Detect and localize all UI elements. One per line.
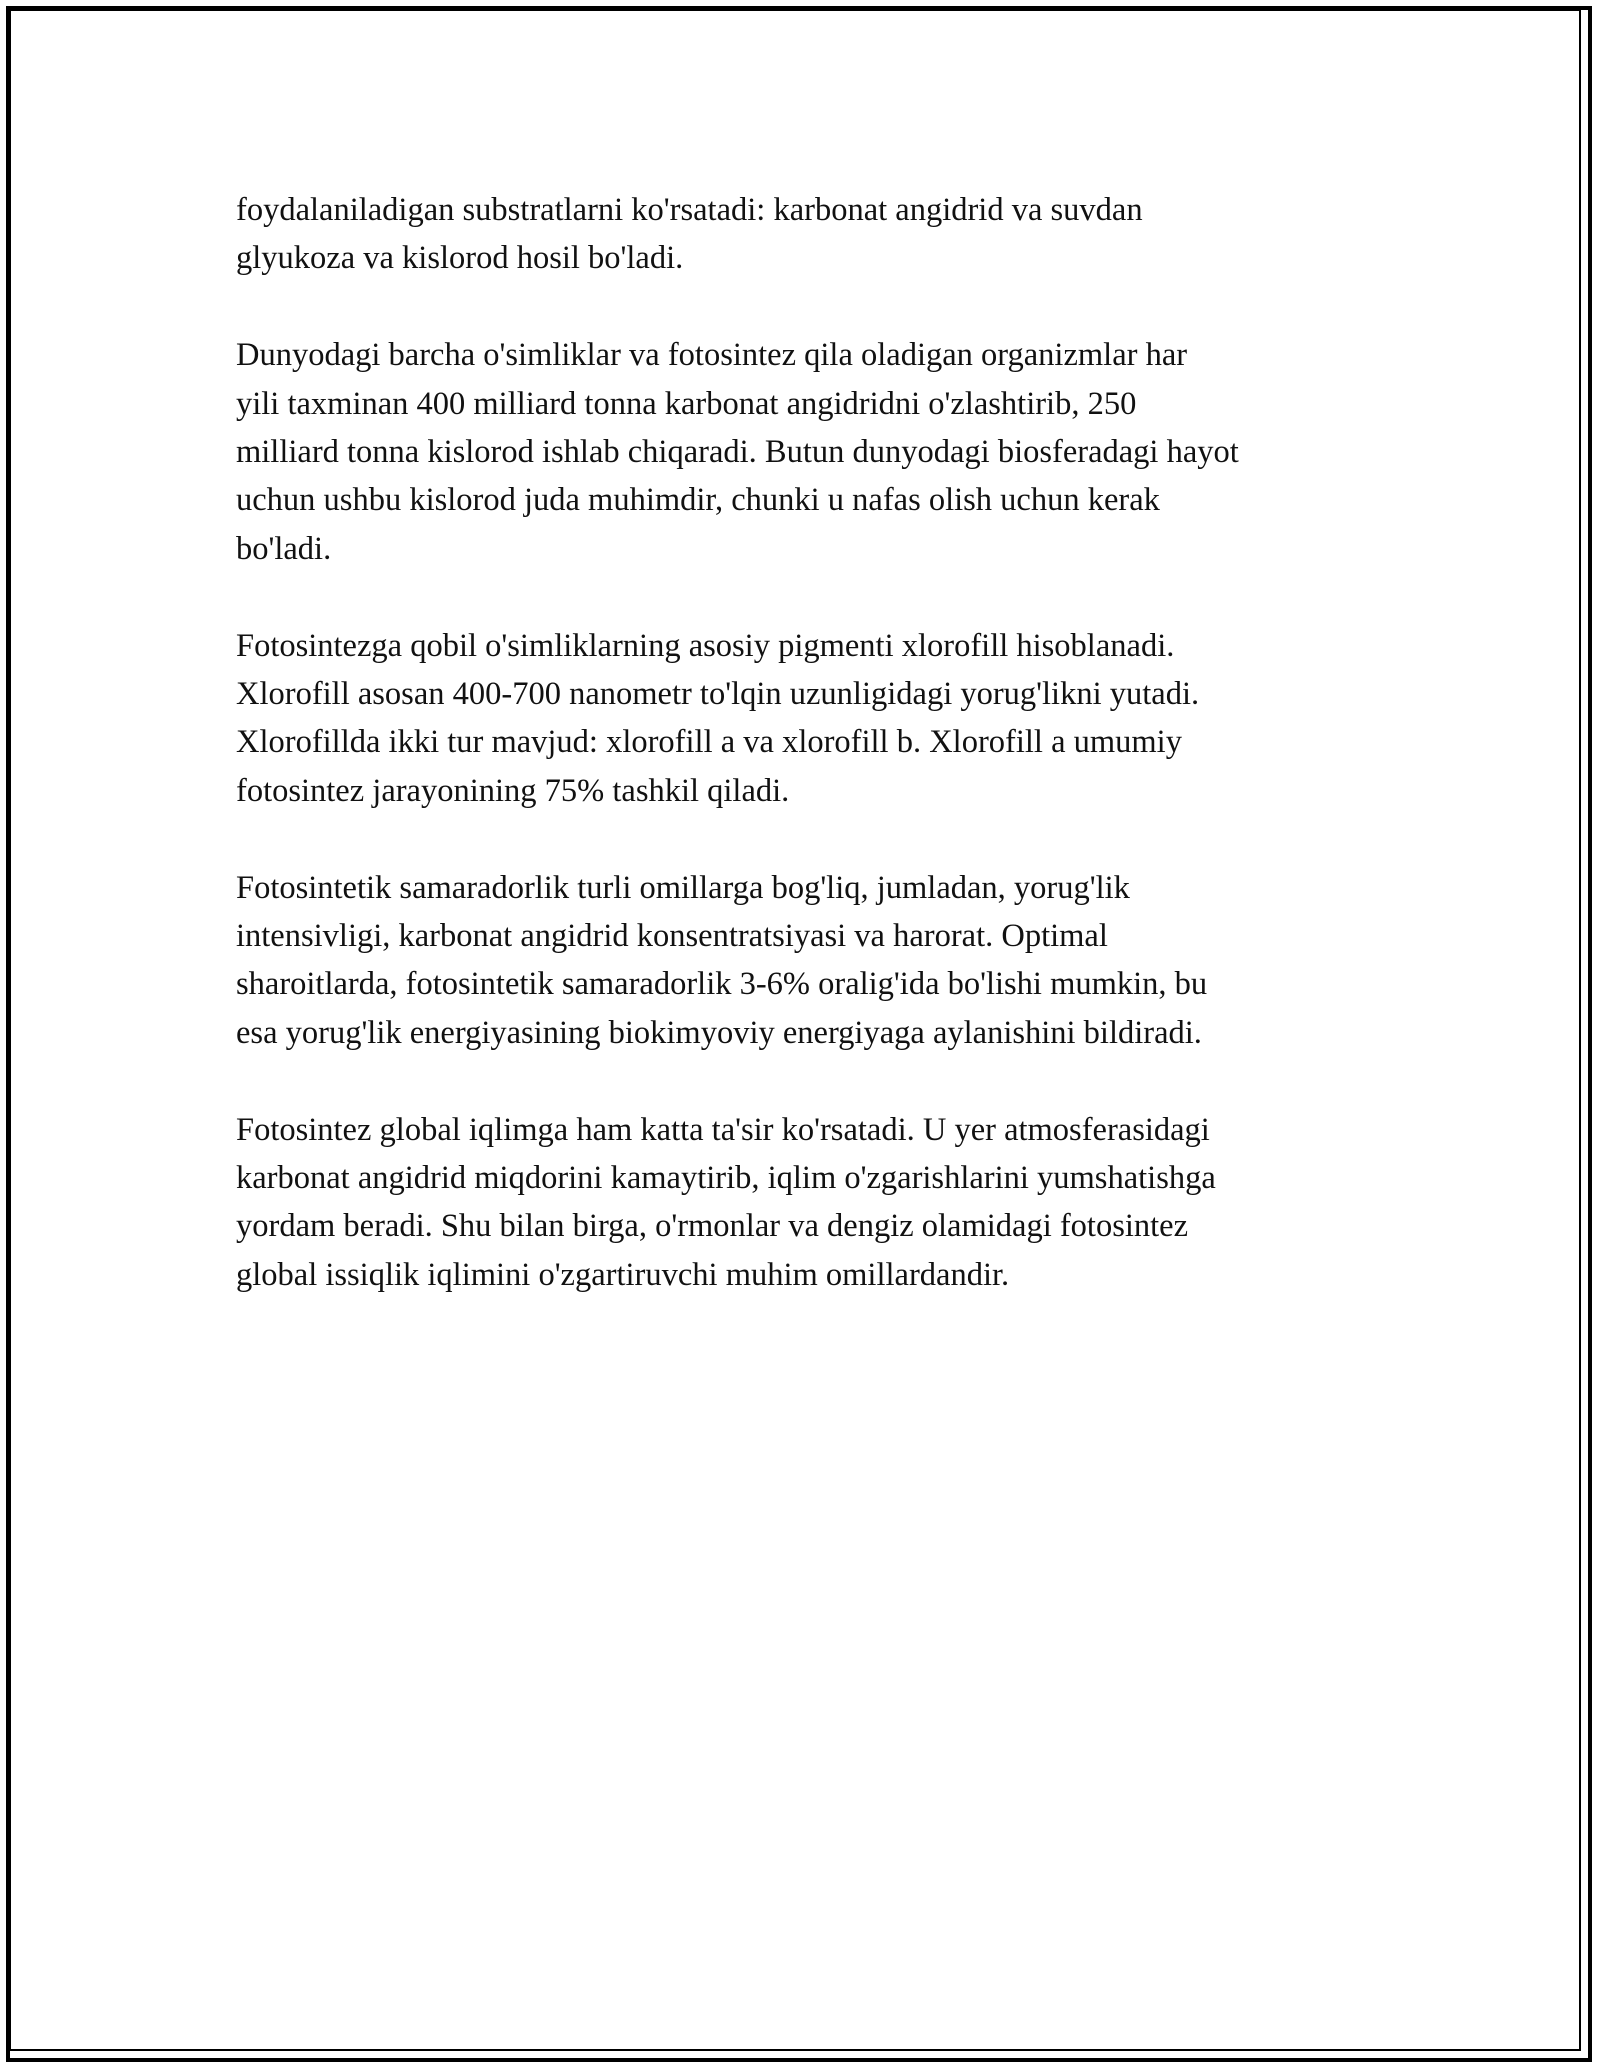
text-line: esa yorug'lik energiyasining biokimyoviy energiyaga aylanishini bildiradi.: [236, 1014, 1202, 1051]
text-line: karbonat angidrid miqdorini kamaytirib, iqlim o'zgarishlarini yumshatishga: [236, 1160, 1216, 1197]
text-line: Xlorofill asosan 400-700 nanometr to'lqin uzunligidagi yorug'likni yutadi.: [236, 676, 1200, 713]
text-line: Fotosintez global iqlimga ham katta ta'sir ko'rsatadi. U yer atmosferasidagi: [236, 1111, 1210, 1148]
text-line: bo'ladi.: [236, 530, 332, 567]
document-body: [236, 186, 1386, 1348]
text-line: yili taxminan 400 milliard tonna karbonat angidridni o'zlashtirib, 250: [236, 385, 1137, 422]
text-line: yordam beradi. Shu bilan birga, o'rmonlar va dengiz olamidagi fotosintez: [236, 1208, 1189, 1245]
text-line: Fotosintezga qobil o'simliklarning asosiy pigmenti xlorofill hisoblanadi.: [236, 627, 1175, 664]
text-line: global issiqlik iqlimini o'zgartiruvchi muhim omillardandir.: [236, 1256, 1010, 1293]
paragraph-efficiency: [236, 864, 1386, 1058]
text-line: foydalaniladigan substratlarni ko'rsatadi: karbonat angidrid va suvdan: [236, 192, 1143, 228]
text-line: Xlorofillda ikki tur mavjud: xlorofill a va xlorofill b. Xlorofill a umumiy: [236, 724, 1182, 761]
paragraph-chlorophyll: [236, 622, 1386, 816]
text-line: fotosintez jarayonining 75% tashkil qiladi.: [236, 772, 790, 809]
text-line: glyukoza va kislorod hosil bo'ladi.: [236, 240, 684, 277]
text-line: milliard tonna kislorod ishlab chiqaradi. Butun dunyodagi biosferadagi hayot: [236, 434, 1239, 471]
text-line: intensivligi, karbonat angidrid konsentratsiyasi va harorat. Optimal: [236, 918, 1108, 955]
text-line: Dunyodagi barcha o'simliklar va fotosintez qila oladigan organizmlar har: [236, 337, 1188, 374]
text-line: sharoitlarda, fotosintetik samaradorlik 3-6% oralig'ida bo'lishi mumkin, bu: [236, 966, 1208, 1003]
paragraph-global-output: [236, 331, 1386, 573]
paragraph-substrates: [236, 186, 1386, 283]
text-line: Fotosintetik samaradorlik turli omillarga bog'liq, jumladan, yorug'lik: [236, 869, 1130, 906]
paragraph-climate: [236, 1106, 1386, 1300]
text-line: uchun ushbu kislorod juda muhimdir, chunki u nafas olish uchun kerak: [236, 482, 1160, 519]
